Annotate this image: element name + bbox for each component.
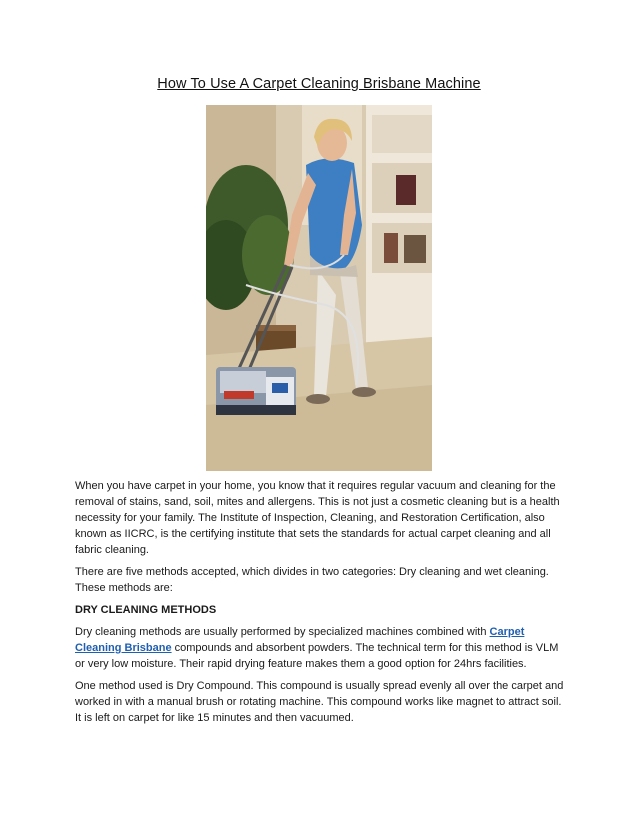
carpet-cleaning-brisbane-link[interactable]: Carpet Cleaning Brisbane (75, 626, 525, 654)
paragraph-intro: When you have carpet in your home, you know that it requires regular vacuum and cleaning for the removal of stains, sand, soil, mites and allergens. This is not just a cosmetic cleaning but is a health necessity for your family. The Institute of Inspection, Cleaning, and Restoration Certification, also known as IICRC, is the certifying institute that sets the standards for actual carpet cleaning and all fabric cleaning. (75, 480, 560, 556)
page-title: How To Use A Carpet Cleaning Brisbane Machine (157, 76, 481, 92)
paragraph-dry-cleaning-start: Dry cleaning methods are usually performed by specialized machines combined with (75, 626, 490, 638)
paragraph-dry-cleaning (75, 624, 567, 672)
paragraph-methods: There are five methods accepted, which divides in two categories: Dry cleaning and wet cleaning. These methods are: (75, 566, 549, 594)
article-body (75, 478, 567, 732)
woman-cleaning-carpet-photo (206, 105, 432, 471)
paragraph-dry-compound: One method used is Dry Compound. This compound is usually spread evenly all over the carpet and worked in with a manual brush or rotating machine. This compound works like magnet to attract soil. It is left on carpet for like 15 minutes and then vacuumed. (75, 680, 564, 724)
section-heading: DRY CLEANING METHODS (75, 604, 217, 616)
paragraph-dry-cleaning-end: compounds and absorbent powders. The technical term for this method is VLM or very low moisture. Their rapid drying feature makes them a good option for 24hrs facilities. (75, 642, 559, 670)
